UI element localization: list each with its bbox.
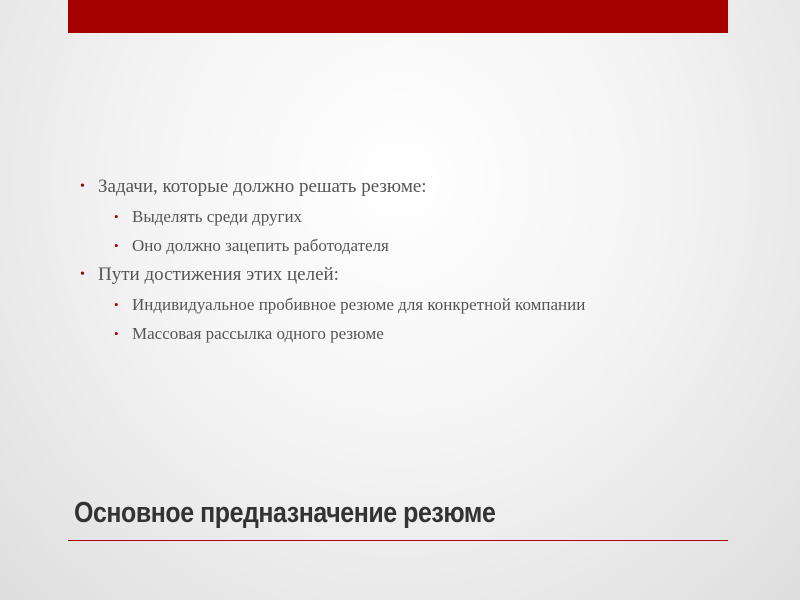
bullet-icon: • [114, 326, 119, 341]
title-underline [68, 540, 728, 541]
bullet-icon: • [114, 238, 119, 253]
sub-list-item-text: Массовая рассылка одного резюме [132, 324, 384, 343]
list-item-text: Задачи, которые должно решать резюме: [98, 176, 427, 197]
list-item-text: Пути достижения этих целей: [98, 264, 339, 285]
sub-list-item [114, 202, 720, 231]
sub-bullet-list [98, 290, 720, 348]
sub-list-item-text: Выделять среди других [132, 207, 303, 226]
list-item [80, 174, 720, 260]
bullet-icon: • [114, 209, 119, 224]
bullet-icon: • [114, 297, 119, 312]
sub-list-item [114, 231, 720, 260]
sub-bullet-list [98, 202, 720, 260]
slide-content [80, 174, 720, 350]
slide-title: Основное предназначение резюме [74, 497, 496, 529]
sub-list-item [114, 290, 720, 319]
sub-list-item [114, 319, 720, 348]
sub-list-item-text: Оно должно зацепить работодателя [132, 236, 389, 255]
bullet-icon: • [80, 179, 85, 194]
list-item [80, 262, 720, 348]
bullet-icon: • [80, 267, 85, 282]
bullet-list [80, 174, 720, 348]
top-accent-bar [68, 0, 728, 33]
sub-list-item-text: Индивидуальное пробивное резюме для конкретной компании [132, 295, 586, 314]
